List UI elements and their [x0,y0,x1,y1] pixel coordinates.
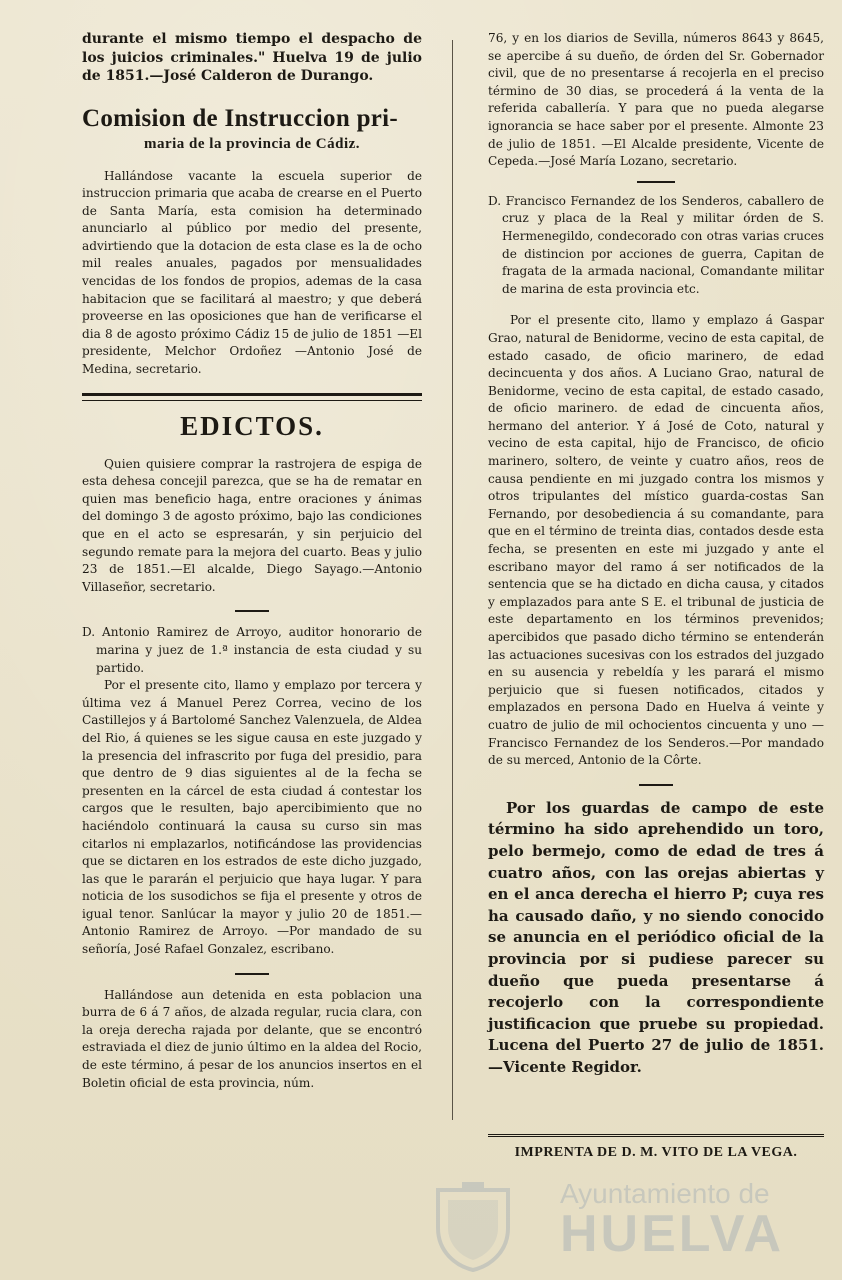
comision-heading [82,104,422,154]
section-rule-thin [82,400,422,401]
coat-of-arms-icon [432,1182,514,1272]
edicto-3-body: Hallándose aun detenida en esta poblacion una burra de 6 á 7 años, de alzada regular, rucia clara, con la oreja derecha rajada por delante, que se encontró estraviada el diez de junio último en la aldea del Rocio, de este término, á pesar de los anuncios insertos en el Boletin oficial de esta provincia, núm. [82,987,422,1090]
separator-rule [637,181,675,183]
left-column [82,30,422,1092]
continued-body: 76, y en los diarios de Sevilla, números 8643 y 8645, se apercibe á su dueño, de órden del Sr. Gobernador civil, que de no presentarse á recojerla en el preciso término de 30 dias, se procederá á la venta de la referida caballería. Y para que no pueda alegarse ignorancia se hace saber por el presente. Almonte 23 de julio de 1851. —El Alcalde presidente, Vicente de Cepeda.—José María Lozano, secretario. [488,31,824,169]
watermark-line-1: Ayuntamiento de [560,1178,770,1209]
edicto-4-body: Por el presente cito, llamo y emplazo á Gaspar Grao, natural de Benidorme, vecino de esta capital, de estado casado, de oficio marinero, de edad decincuenta y dos años. A Luciano Grao, natural de Benidorme, vecino de esta capital, de estado casado, de oficio marinero. de edad de cincuenta años, hermano del anterior. Y á José de Coto, natural y vecino de esta capital, hijo de Francisco, de oficio marinero, soltero, de veinte y cuatro años, reos de causa pendiente en mi juzgado contra los mismos y otros tripulantes del místico guarda-costas San Fernando, por desobediencia á su comandante, para que en el término de treinta dias, contados desde esta fecha, se presenten en este mi juzgado y ante el escribano mayor del ramo á ser notificados de la sentencia que se ha dictado en dicha causa, y citados y emplazados para ante S E. el tribunal de justicia de este departamento en los términos prevenidos; apercibidos que pasado dicho término se entenderán las actuaciones sucesivas con los estrados del juzgado en su ausencia y rebeldía y les parará el mismo perjuicio que si fuesen notificados, citados y emplazados en persona Dado en Huelva á veinte y cuatro de julio de mil ochocientos cincuenta y uno —Francisco Fernandez de los Senderos.—Por mandado de su merced, Antonio de la Côrte. [488,313,824,768]
comision-body: Hallándose vacante la escuela superior de instruccion primaria que acaba de crearse en el Puerto de Santa María, esta comision ha determinado anunciarlo al público por medio del presente, advirtiendo que la dotacion de esta clase es la de ocho mil reales anuales, pagados por mensualidades vencidas de los fondos de propios, ademas de la casa habitacion que se facilitará al maestro; y que deberá proveerse en las oposiciones que han de verificarse el dia 8 de agosto próximo Cádiz 15 de julio de 1851 —El presidente, Melchor Ordoñez —Antonio José de Medina, secretario. [82,168,422,377]
separator-rule [235,610,269,612]
edicto-2-body: Por el presente cito, llamo y emplazo por tercera y última vez á Manuel Perez Correa, vecino de los Castillejos y á Bartolomé Sanchez Valenzuela, de Aldea del Rio, á quienes se les sigue causa en este juzgado y la presencia del infrascrito por fuga del presidio, para que dentro de 9 dias siguientes al de la fecha se presenten en la cárcel de esta ciudad á contestar los cargos que le resulten, bajo apercibimiento que no haciéndolo continuará la causa su curso sin mas citarlos ni emplazarlos, notificándose las providencias que se dictaren en los estrados de este dicho juzgado, las que le pararán el perjuicio que haya lugar. Y para noticia de los susodichos se fija el presente y otros de igual tenor. Sanlúcar la mayor y julio 20 de 1851.—Antonio Ramirez de Arroyo. —Por mandado de su señoría, José Rafael Gonzalez, escribano. [82,678,422,957]
imprenta-label: IMPRENTA DE D. M. VITO DE LA VEGA. [514,1145,798,1161]
edicto-2-header: D. Antonio Ramirez de Arroyo, auditor honorario de marina y juez de 1.ª instancia de esta ciudad y su partido. [82,625,422,675]
archive-watermark [432,1172,822,1280]
edictos-title: EDICTOS. [180,410,324,441]
imprenta-footer [488,1134,824,1161]
comision-title: Comision de Instruccion pri- [82,104,399,132]
footer-rule [488,1134,824,1137]
section-rule-thick [82,393,422,396]
comision-subtitle: maria de la provincia de Cádiz. [143,135,361,152]
separator-rule [639,784,673,786]
column-divider [452,40,453,1120]
watermark-line-2: HUELVA [560,1205,785,1263]
edicto-4-header: D. Francisco Fernandez de los Senderos, caballero de cruz y placa de la Real y militar órden de S. Hermenegildo, condecorado con otras varias cruces de distincion por acciones de guerra, Capitan de fragata de la armada nacional, Comandante militar de marina de esta provincia etc. [488,193,824,296]
separator-rule [235,973,269,975]
intro-text: durante el mismo tiempo el despacho de los juicios criminales." Huelva 19 de julio de 1851.—José Calderon de Durango. [82,31,422,84]
edicto-5-body: Por los guardas de campo de este término ha sido aprehendido un toro, pelo bermejo, como de edad de tres á cuatro años, con las orejas abiertas y en el anca derecha el hierro P; cuya res ha causado daño, y no siendo conocido se anuncia en el periódico oficial de la provincia por si pudiese parecer su dueño que pueda presentarse á recojerlo con la correspondiente justificacion que pruebe su propiedad. Lucena del Puerto 27 de julio de 1851. —Vicente Regidor. [488,798,824,1076]
right-column [488,30,824,1161]
edicto-1-body: Quien quisiere comprar la rastrojera de espiga de esta dehesa concejil parezca, que se ha de rematar en quien mas beneficio haga, entre oraciones y ánimas del domingo 3 de agosto próximo, bajo las condiciones que en el acto se espresarán, y sin perjuicio del segundo remate para la mejora del cuarto. Beas y julio 23 de 1851.—El alcalde, Diego Sayago.—Antonio Villaseñor, secretario. [82,456,422,594]
